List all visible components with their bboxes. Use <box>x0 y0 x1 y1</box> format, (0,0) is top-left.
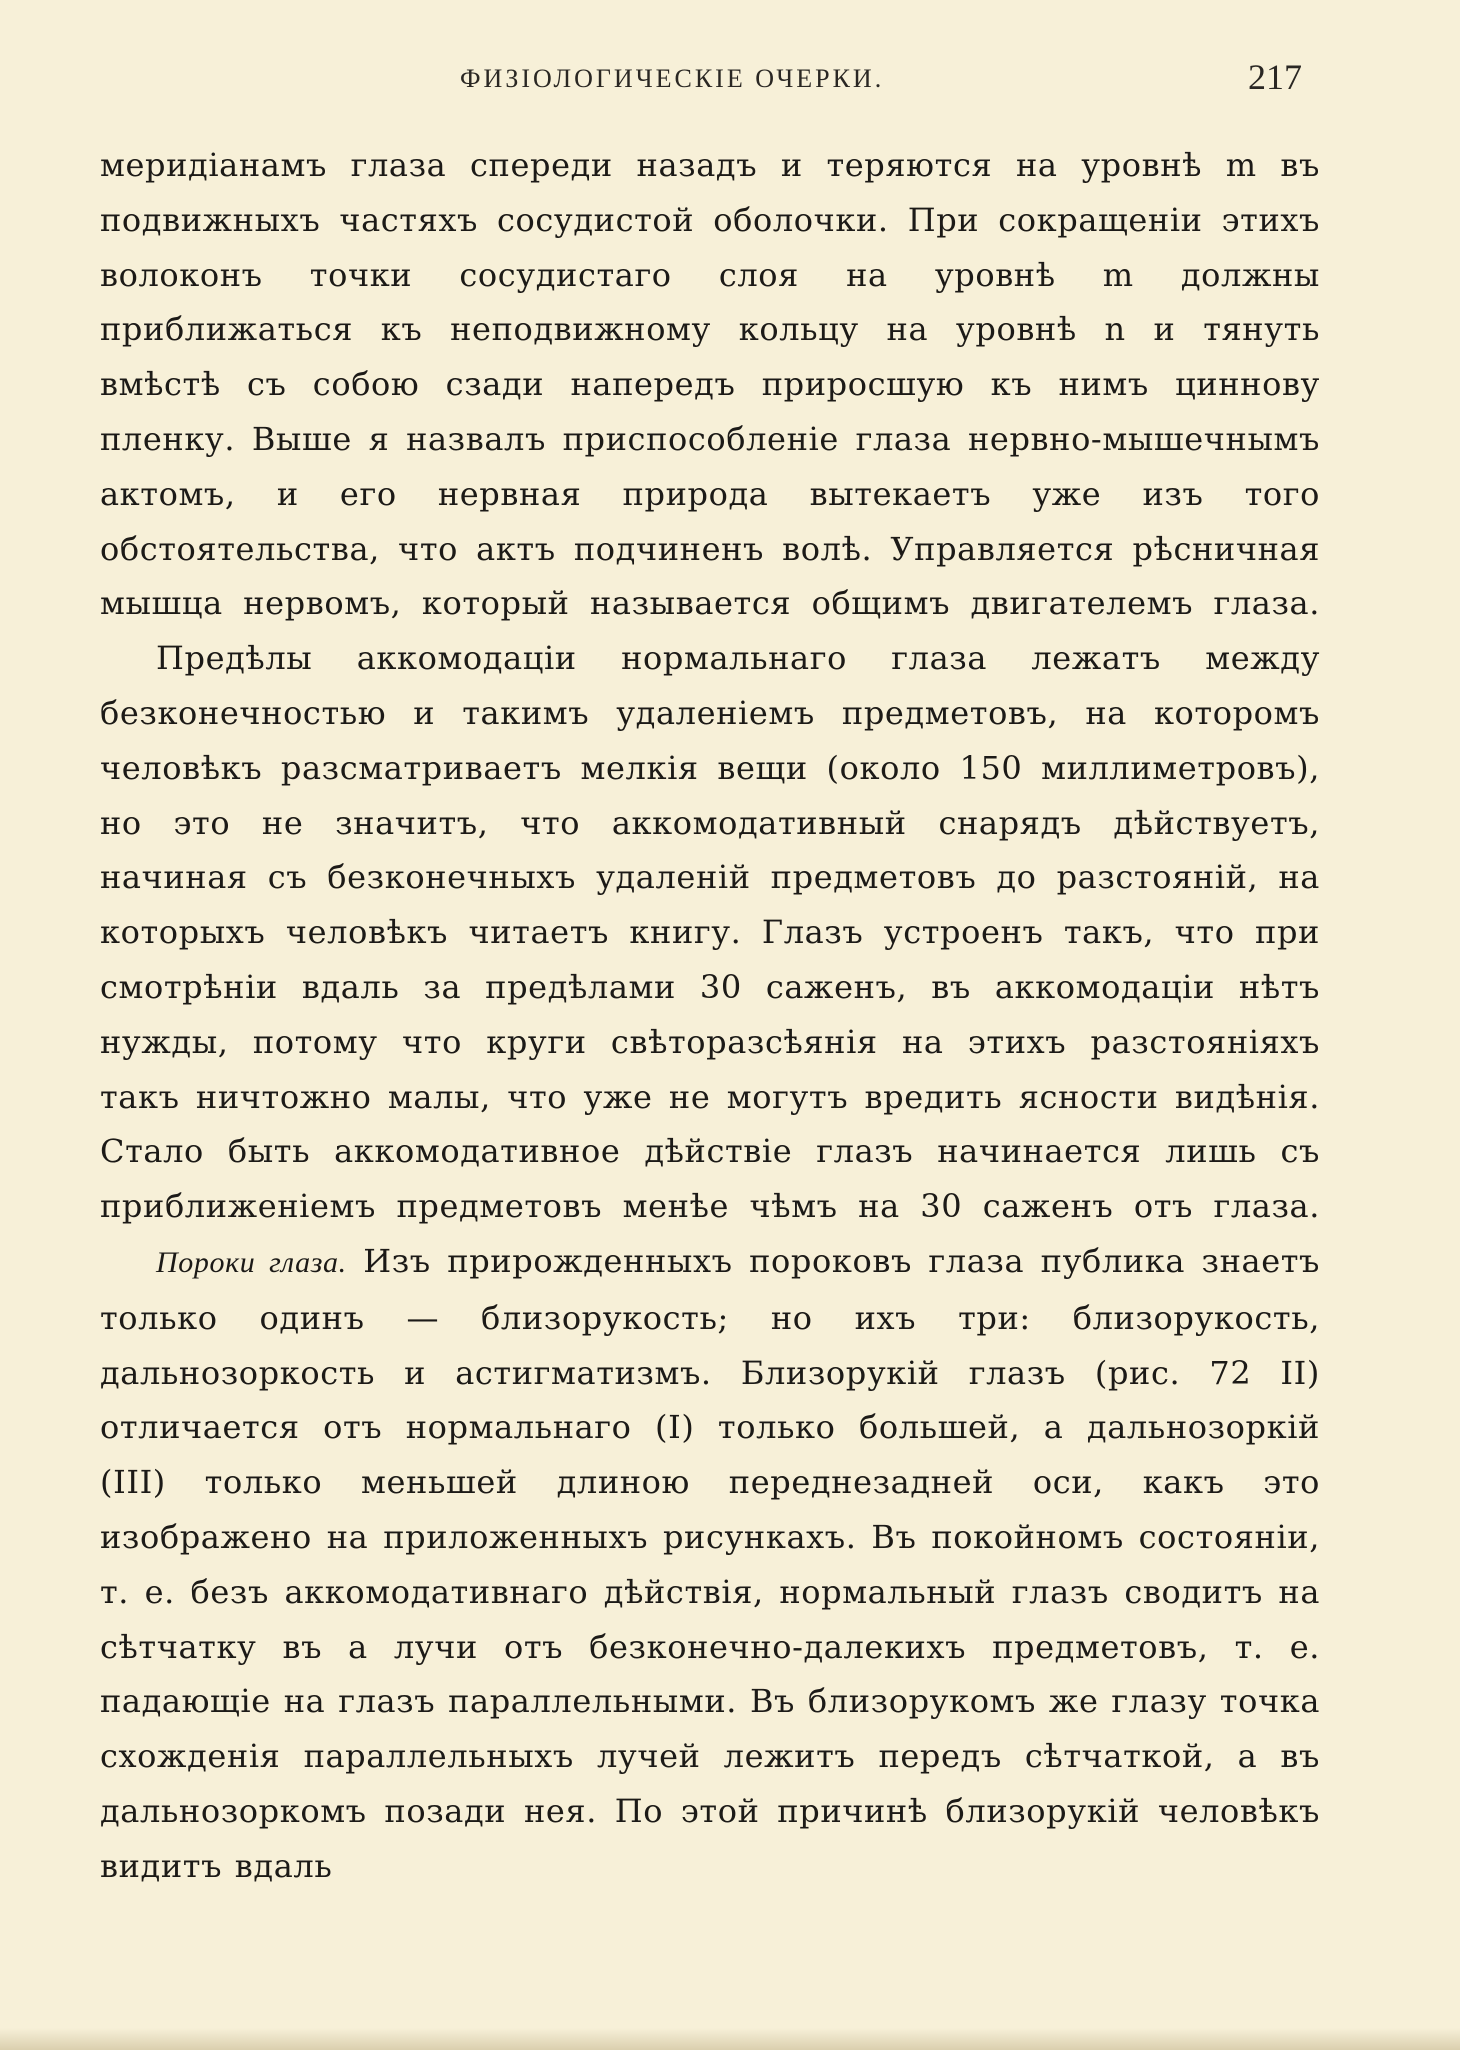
paragraph-1: меридіанамъ глаза спереди назадъ и теряются на уровнѣ m въ подвижныхъ частяхъ сосудистой оболочки. При сокращеніи этихъ волоконъ точки сосудистаго слоя на уровнѣ m должны приближаться къ неподвижному кольцу на уровнѣ n и тянуть вмѣстѣ съ собою сзади напередъ приросшую къ нимъ циннову пленку. Выше я назвалъ приспособленіе глаза нервно-мышечнымъ актомъ, и его нервная природа вытекаетъ уже изъ того обстоятельства, что актъ подчиненъ волѣ. Управляется рѣсничная мышца нервомъ, который называется общимъ двигателемъ глаза. <box>100 146 1320 623</box>
body-text <box>100 138 1320 1894</box>
page-header <box>0 52 1460 112</box>
paragraph-3 <box>100 1234 1320 1894</box>
section-run-in-heading: Пороки глаза. <box>156 1245 347 1279</box>
paragraph-3-text: Изъ прирожденныхъ пороковъ глаза публика знаетъ только одинъ — близорукость; но ихъ три: близорукость, дальнозоркость и астигматизмъ. Близорукій глазъ (рис. 72 II) отличается отъ нормальнаго (I) только большей, а дальнозоркій (III) только меньшей длиною переднезадней оси, какъ это изображено на приложенныхъ рисункахъ. Въ покойномъ состояніи, т. е. безъ аккомодативнаго дѣйствія, нормальный глазъ сводитъ на сѣтчатку въ a лучи отъ безконечно-далекихъ предметовъ, т. е. падающіе на глазъ параллельными. Въ близорукомъ же глазу точка схожденія параллельныхъ лучей лежитъ передъ сѣтчаткой, а въ дальнозоркомъ позади нея. По этой причинѣ близорукій человѣкъ видитъ вдаль <box>100 1241 1320 1885</box>
paragraph-2: Предѣлы аккомодаціи нормальнаго глаза лежатъ между безконечностью и такимъ удаленіемъ предметовъ, на которомъ человѣкъ разсматриваетъ мелкія вещи (около 150 миллиметровъ), но это не значитъ, что аккомодативный снарядъ дѣйствуетъ, начиная съ безконечныхъ удаленій предметовъ до разстояній, на которыхъ человѣкъ читаетъ книгу. Глазъ устроенъ такъ, что при смотрѣніи вдаль за предѣлами 30 саженъ, въ аккомодаціи нѣтъ нужды, потому что круги свѣторазсѣянія на этихъ разстояніяхъ такъ ничтожно малы, что уже не могутъ вредить ясности видѣнія. Стало быть аккомодативное дѣйствіе глазъ начинается лишь съ приближеніемъ предметовъ менѣе чѣмъ на 30 саженъ отъ глаза. <box>100 639 1320 1226</box>
page-bottom-edge <box>0 2028 1460 2050</box>
running-title: ФИЗІОЛОГИЧЕСКІЕ ОЧЕРКИ. <box>460 64 885 93</box>
page-number: 217 <box>1248 57 1302 97</box>
